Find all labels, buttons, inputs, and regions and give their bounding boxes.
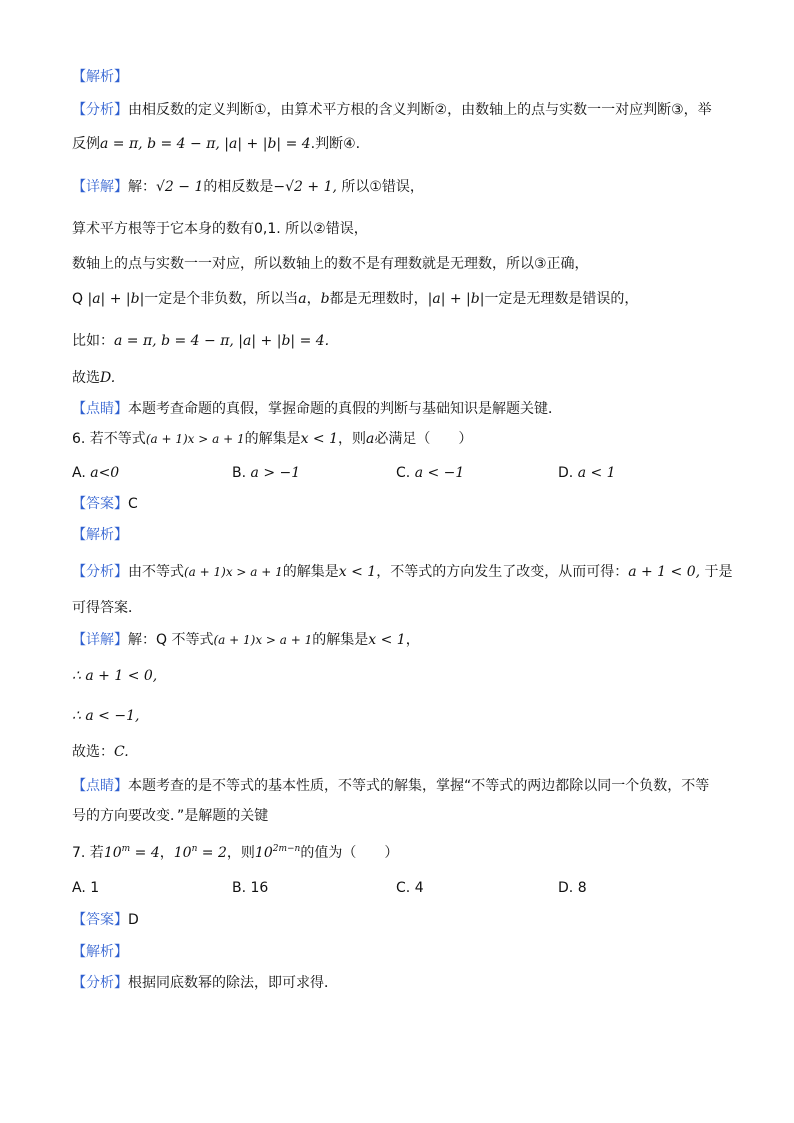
q7-stem-text: ， [159,845,174,861]
math-expression: (a + 1)x > a + 1 [184,565,283,579]
power-base: 10 [103,845,122,861]
math-expression: b [320,291,330,307]
q6-stem [72,429,472,449]
math-expression: a [366,431,375,447]
option-value: 1 [90,880,100,896]
dianjing-text: 本题考查命题的真假，掌握命题的真假的判断与基础知识是解题关键． [128,401,562,417]
xiangjie-text: 所以①错误， [341,179,424,195]
fenxi-text: 由不等式 [128,564,184,580]
math-expression: x < 1 [368,632,406,648]
math-expression: x < 1 [338,564,377,580]
q6-dianjing-line-2: 号的方向要改变．”是解题的关键 [72,808,269,824]
option-value: a < 1 [577,465,616,481]
xiangjie-line-5 [72,331,329,351]
xiangjie-line-3: 数轴上的点与实数一一对应，所以数轴上的数不是有理数就是无理数，所以③正确， [72,256,589,272]
power-exponent: n [191,844,198,854]
math-expression [255,845,300,861]
option-label: B. [232,880,247,896]
fenxi-text: ，不等式的方向发生了改变，从而可得： [376,564,629,580]
answer-tag: 【答案】 [72,912,128,928]
option-value: a < −1 [414,465,465,481]
math-expression: a = π, b = 4 − π, |a| + |b| = 4. [114,333,330,349]
q6-dianjing-line-1 [72,776,709,796]
conclusion-line [72,368,115,388]
math-expression: −√2 + 1, [273,179,337,195]
math-expression: x < 1 [300,431,339,447]
q6-stem-text: 必满足（ ） [374,431,473,447]
xiangjie-text: 的相反数是 [203,179,274,195]
xiangjie-text: 不等式 [171,632,214,648]
q6-stem-text: ，则 [338,431,367,447]
fenxi-text: 的解集是 [282,564,339,580]
dianjing-line [72,399,562,419]
q7-option-c [396,878,424,898]
dianjing-tag: 【点睛】 [72,401,128,417]
q7-option-d [558,878,587,898]
fenxi-text: 由相反数的定义判断①，由算术平方根的含义判断②，由数轴上的点与实数一一对应判断③，举 [128,102,712,118]
math-expression: a [298,291,307,307]
option-label: B. [232,465,247,481]
xiangjie-line-2 [72,219,368,239]
option-value: 8 [577,880,587,896]
xiangjie-text: 算术平方根等于它本身的数有 [72,221,254,237]
xiangjie-text: 所以②错误， [285,221,368,237]
math-expression: |a| + |b| [427,291,485,307]
q7-fenxi-line [72,973,338,993]
q7-stem-text: ，则 [226,845,255,861]
fenxi-text: .判断④. [310,136,361,152]
q6-step-1: ∴ a + 1 < 0, [72,668,158,684]
math-expression: 0,1. [254,221,281,237]
fenxi-text: 根据同底数幂的除法，即可求得． [128,975,338,991]
q6-answer [72,494,138,514]
math-expression: (a + 1)x > a + 1 [145,432,245,446]
answer-value: D [128,912,139,928]
option-label: D. [558,880,574,896]
fenxi-tag: 【分析】 [72,102,128,118]
jiexi-heading: 【解析】 [72,69,128,85]
math-expression: √2 − 1 [156,179,204,195]
dianjing-tag: 【点睛】 [72,778,128,794]
q6-stem-text: 6. 若不等式 [72,431,146,447]
xiangjie-text: 的解集是 [312,632,369,648]
option-value: a > −1 [250,465,301,481]
xiangjie-text: ， [306,291,321,307]
answer-tag: 【答案】 [72,496,128,512]
q6-jiexi-heading: 【解析】 [72,527,128,543]
option-value: 16 [250,880,269,896]
xiangjie-text: 解： [128,179,156,195]
math-equality: = 4 [130,845,160,861]
xiangjie-text: 一定是无理数是错误的， [484,291,639,307]
xiangjie-line-1 [72,177,424,197]
option-label: C. [396,880,411,896]
q6-option-a [72,463,119,483]
xiangjie-text: 比如： [72,333,114,349]
q7-option-b [232,878,268,898]
q7-stem-text: 的值为（ ） [300,845,399,861]
fenxi-text: 于是 [704,564,733,580]
q6-stem-text: 的解集是 [244,431,301,447]
q6-conclusion [72,742,129,762]
power-base: 10 [173,845,192,861]
fenxi-tag: 【分析】 [72,975,128,991]
q6-option-b [232,463,300,483]
math-expression: C. [114,744,129,760]
q7-option-a [72,878,99,898]
q6-option-d [558,463,616,483]
xiangjie-text: 都是无理数时， [329,291,428,307]
option-value: 4 [414,880,424,896]
math-expression: a = π, b = 4 − π, |a| + |b| = 4 [100,136,311,152]
power-exponent: 2m−n [272,844,301,854]
q7-stem [72,843,398,863]
dianjing-text: 本题考查的是不等式的基本性质，不等式的解集，掌握“不等式的两边都除以同一个负数，不等 [128,778,710,794]
math-expression: D. [100,370,116,386]
q6-option-c [396,463,464,483]
q6-step-2: ∴ a < −1, [72,708,140,724]
math-equality: = 2 [197,845,227,861]
xiangjie-text: 解： [128,632,156,648]
math-expression [104,845,160,861]
q7-answer [72,910,139,930]
fenxi-text: 反例 [72,136,100,152]
xiangjie-tag: 【详解】 [72,632,128,648]
option-value: a<0 [90,465,120,481]
option-label: A. [72,880,86,896]
power-exponent: m [121,844,131,854]
math-expression: (a + 1)x > a + 1 [213,633,313,647]
q7-stem-text: 7. 若 [72,845,104,861]
therefore-glyph: Q [72,291,84,307]
option-label: C. [396,465,411,481]
q7-jiexi-heading: 【解析】 [72,944,128,960]
fenxi-line-1 [72,100,712,120]
xiangjie-text: ， [405,632,420,648]
because-glyph: Q [156,632,168,648]
option-label: D. [558,465,574,481]
option-label: A. [72,465,86,481]
conclusion-text: 故选 [72,370,100,386]
math-expression: |a| + |b| [87,291,145,307]
q6-fenxi-line-1 [72,562,733,582]
math-expression [174,845,227,861]
answer-value: C [128,496,138,512]
conclusion-text: 故选： [72,744,114,760]
q6-fenxi-line-2: 可得答案． [72,600,142,616]
xiangjie-text: 一定是个非负数，所以当 [144,291,299,307]
power-base: 10 [254,845,273,861]
fenxi-line-2 [72,134,360,154]
xiangjie-tag: 【详解】 [72,179,128,195]
math-expression: a + 1 < 0, [628,564,701,580]
xiangjie-line-4 [72,289,638,309]
q6-xiangjie-line [72,630,420,650]
fenxi-tag: 【分析】 [72,564,128,580]
